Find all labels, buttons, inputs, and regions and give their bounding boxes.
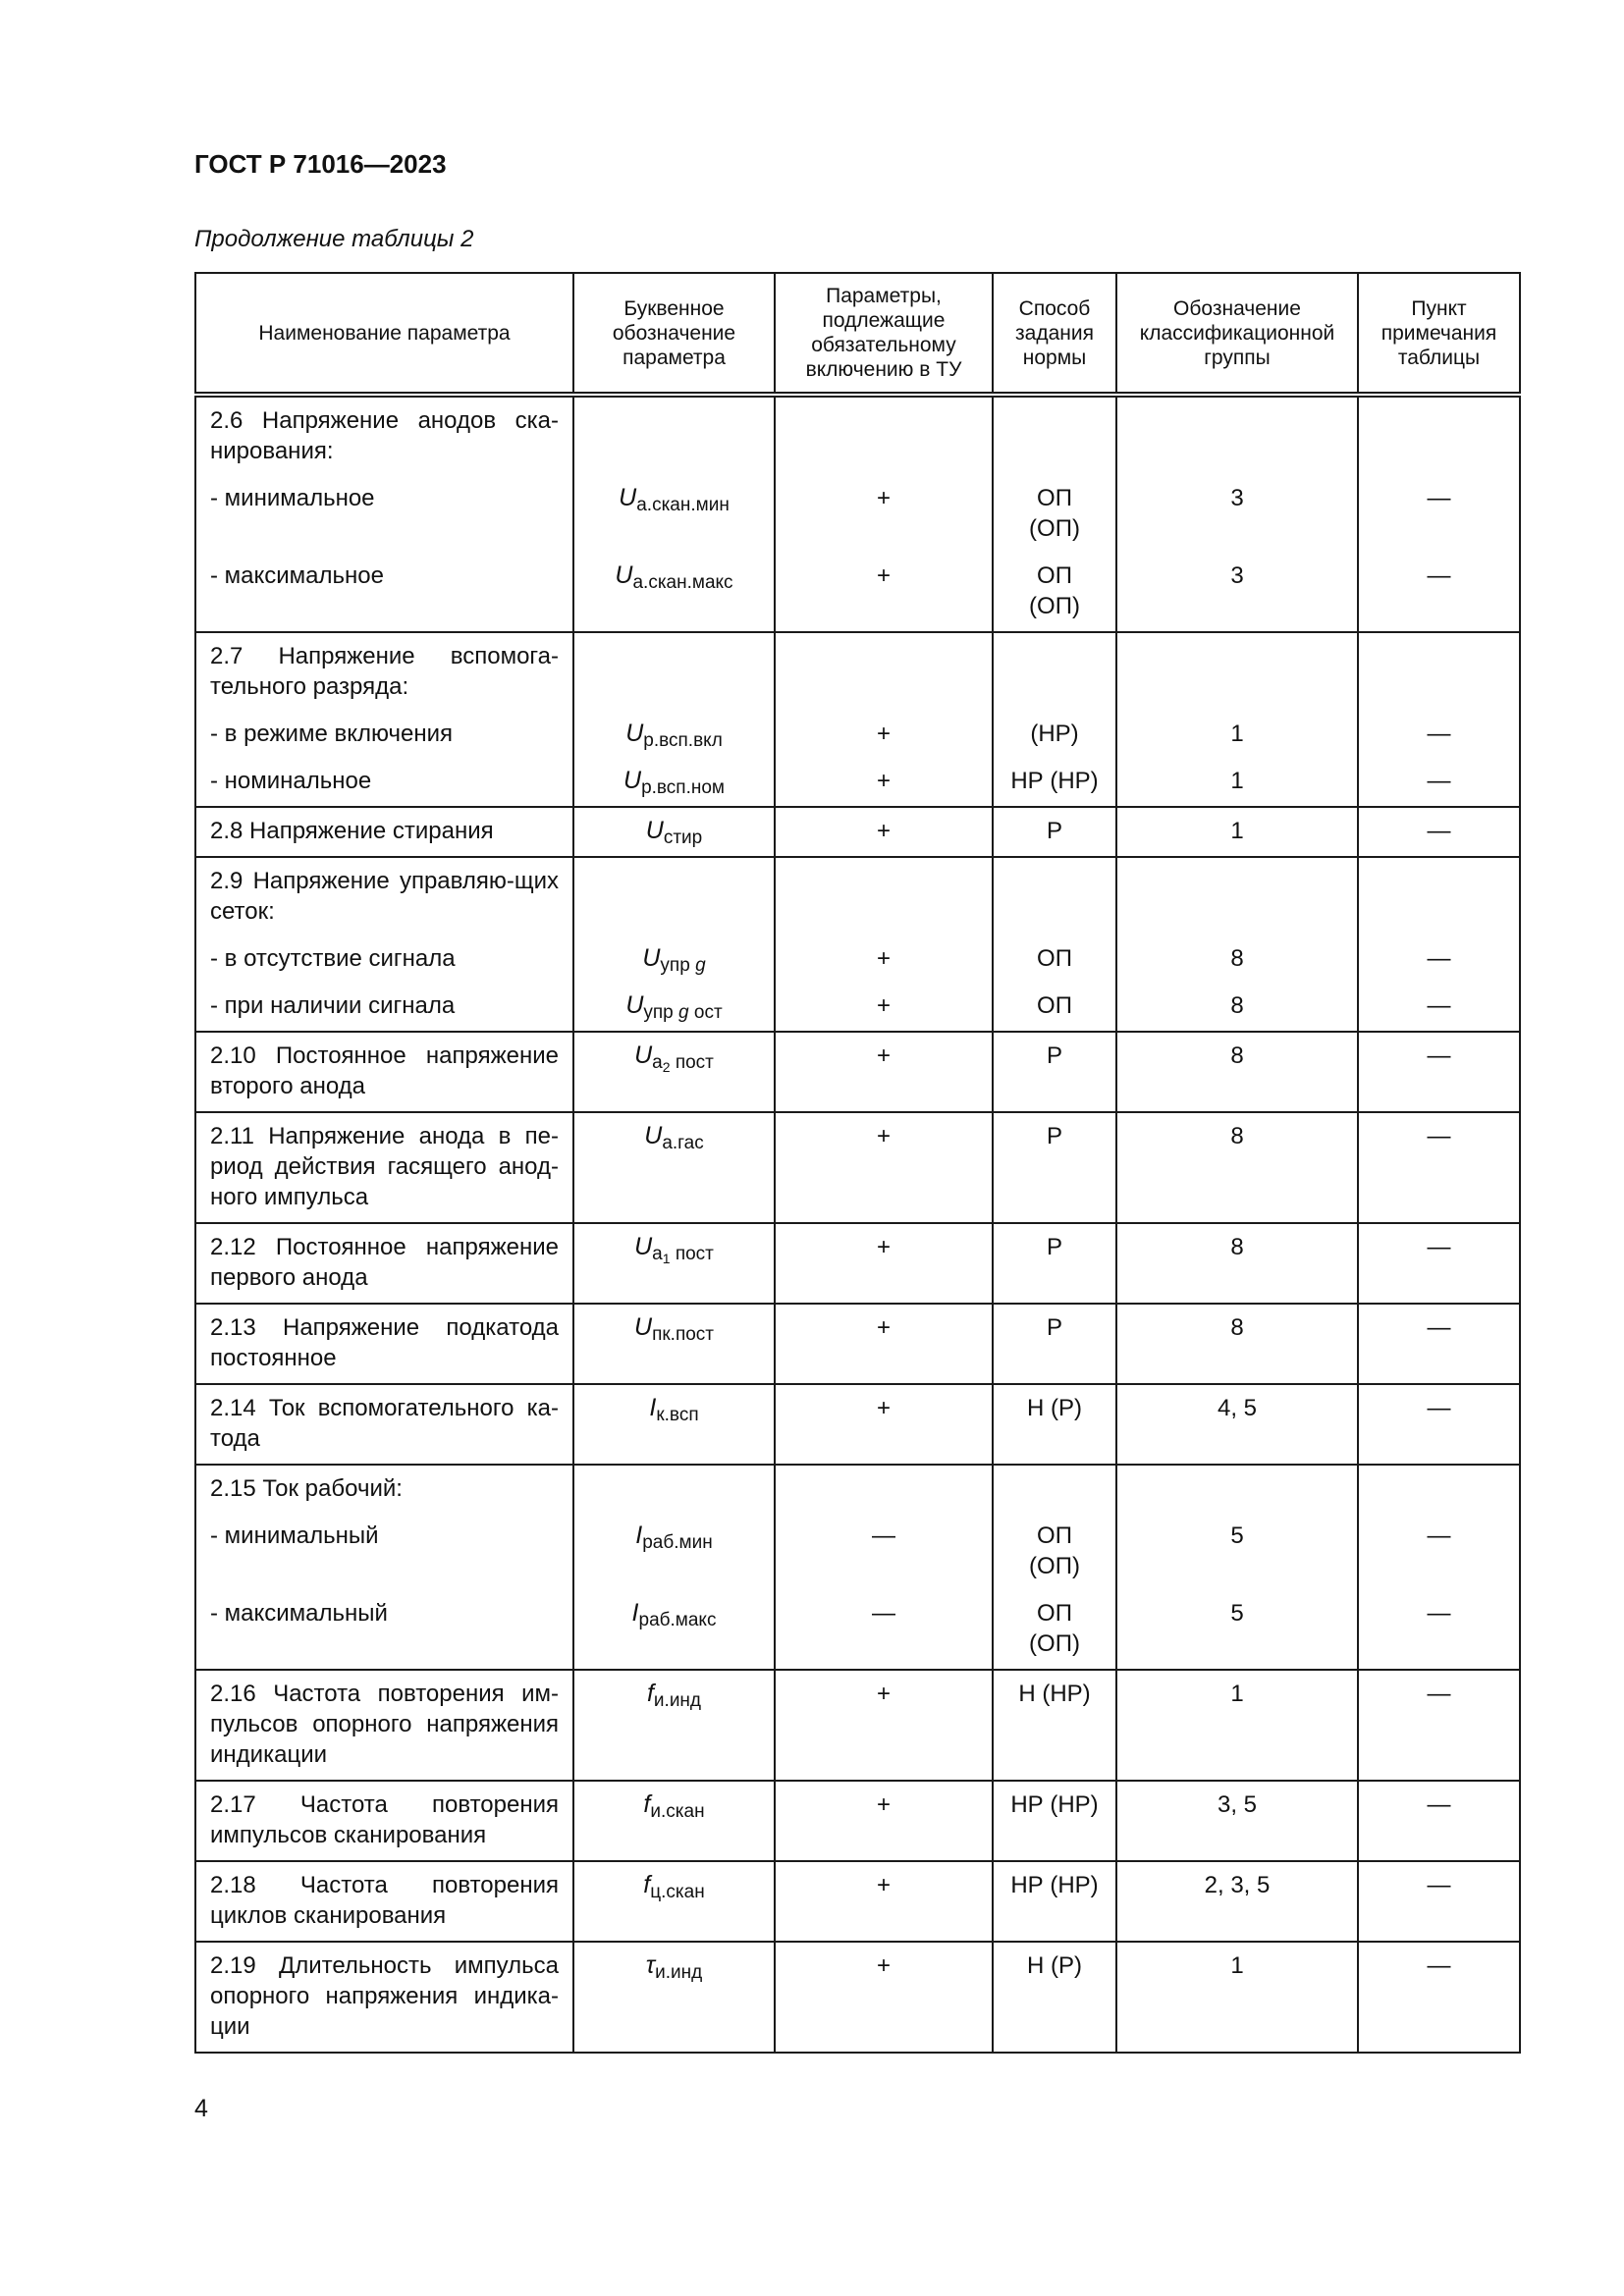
table-note-cell: [1358, 1032, 1520, 1112]
parameter-symbol-cell: [573, 1384, 775, 1465]
classification-group-cell: [1116, 1304, 1358, 1384]
norm-method: ОП: [1037, 992, 1072, 1019]
note-dash: —: [1427, 1872, 1451, 1898]
note-dash: —: [1427, 721, 1451, 747]
table-row: [195, 632, 1520, 807]
symbol-letter: U: [634, 1233, 653, 1260]
required-in-tu-cell: [775, 1781, 993, 1861]
required-mark: +: [876, 1395, 891, 1421]
column-header: Обозначение классификационной группы: [1116, 273, 1358, 395]
parameter-name-cell: [195, 857, 573, 1032]
classification-group-cell: [1116, 1670, 1358, 1781]
parameters-table: [194, 272, 1521, 2054]
subscript-text: и.скан: [650, 1801, 705, 1822]
table-row: [195, 857, 1520, 1032]
norm-method-cell: [993, 1032, 1116, 1112]
classification-group-cell: [1116, 1032, 1358, 1112]
parameter-name-cell: [195, 1304, 573, 1384]
classification-group-cell: [1116, 1223, 1358, 1304]
parameter-symbol: [574, 1041, 774, 1083]
table-header-row: [195, 273, 1520, 395]
parameter-title: 2.6 Напряжение анодов ска-нирования:: [210, 407, 559, 464]
classification-group-cell: [1116, 1942, 1358, 2053]
symbol-letter: τ: [645, 1951, 656, 1979]
classification-group-cell: [1116, 1861, 1358, 1942]
group-number: 4, 5: [1217, 1395, 1258, 1421]
parameter-symbol: [574, 990, 774, 1028]
group-number: 5: [1230, 1600, 1244, 1627]
norm-method-cell: [993, 395, 1116, 632]
norm-method-cell: [993, 1223, 1116, 1304]
parameter-name-cell: [195, 1670, 573, 1781]
symbol-subscript: [662, 1133, 703, 1153]
symbol-subscript: [643, 730, 723, 751]
norm-method: (ОП): [1029, 1553, 1080, 1579]
table-note-cell: [1358, 857, 1520, 1032]
norm-method: (ОП): [1029, 515, 1080, 542]
parameter-title: 2.19 Длительность импульса опорного напряжения индика-ции: [210, 1952, 559, 2040]
parameter-name-cell: [195, 1781, 573, 1861]
note-dash: —: [1427, 992, 1451, 1019]
subscript-text: упр: [643, 1002, 674, 1023]
parameter-symbol-cell: [573, 1861, 775, 1942]
required-mark: +: [876, 1872, 891, 1898]
table-caption: Продолжение таблицы 2: [194, 226, 474, 252]
required-mark: +: [876, 1123, 891, 1149]
norm-method: ОП: [1037, 562, 1072, 589]
parameter-name-cell: [195, 1465, 573, 1670]
parameter-symbol: [574, 1870, 774, 1907]
required-mark: +: [876, 992, 891, 1019]
note-dash: —: [1427, 1522, 1451, 1549]
norm-method-cell: [993, 1861, 1116, 1942]
required-mark: —: [872, 1600, 895, 1627]
norm-method: (НР): [1030, 721, 1079, 747]
symbol-subscript: [652, 1244, 714, 1264]
norm-method-cell: [993, 1384, 1116, 1465]
symbol-letter: U: [623, 767, 642, 794]
table-note-cell: [1358, 1223, 1520, 1304]
subscript-index: 1: [662, 1251, 671, 1266]
required-in-tu-cell: [775, 1112, 993, 1223]
parameter-title: 2.16 Частота повторения им-пульсов опорного напряжения индикации: [210, 1681, 559, 1768]
norm-method: НР (НР): [1010, 1872, 1099, 1898]
parameter-name-cell: [195, 632, 573, 807]
symbol-subscript: [636, 495, 730, 515]
parameter-symbol: [574, 1950, 774, 1988]
required-mark: +: [876, 768, 891, 794]
norm-method-cell: [993, 807, 1116, 857]
symbol-letter: U: [634, 1041, 653, 1069]
subscript-tail: пост: [675, 1052, 714, 1073]
table-note-cell: [1358, 1670, 1520, 1781]
subscript-italic: g: [678, 1002, 689, 1023]
parameter-symbol-cell: [573, 1032, 775, 1112]
group-number: 2, 3, 5: [1204, 1872, 1271, 1898]
subscript-tail: ост: [693, 1002, 723, 1023]
parameter-title: 2.7 Напряжение вспомога-тельного разряда:: [210, 643, 559, 700]
subscript-text: раб.мин: [642, 1532, 713, 1553]
group-number: 3: [1230, 485, 1244, 511]
parameter-name-cell: [195, 807, 573, 857]
parameter-symbol: [574, 483, 774, 520]
symbol-letter: U: [625, 720, 644, 747]
sub-parameter-label: - номинальное: [210, 768, 372, 794]
subscript-text: к.всп: [656, 1405, 699, 1425]
note-dash: —: [1427, 1042, 1451, 1069]
required-in-tu-cell: [775, 857, 993, 1032]
parameter-title: 2.17 Частота повторения импульсов сканирования: [210, 1791, 559, 1848]
parameter-symbol-cell: [573, 395, 775, 632]
group-number: 8: [1230, 1123, 1244, 1149]
norm-method: ОП: [1037, 945, 1072, 972]
sub-parameter-label: - в режиме включения: [210, 721, 453, 747]
required-mark: +: [876, 1234, 891, 1260]
group-number: 1: [1230, 818, 1244, 844]
norm-method: Н (Р): [1027, 1952, 1082, 1979]
parameter-symbol-cell: [573, 807, 775, 857]
sub-parameter-label: - при наличии сигнала: [210, 992, 456, 1019]
parameter-symbol: [574, 1312, 774, 1350]
table-row: [195, 807, 1520, 857]
parameter-symbol-cell: [573, 857, 775, 1032]
required-mark: +: [876, 562, 891, 589]
column-header: Пункт примечания таблицы: [1358, 273, 1520, 395]
subscript-text: упр: [660, 955, 690, 976]
norm-method-cell: [993, 1670, 1116, 1781]
norm-method: НР (НР): [1010, 1791, 1099, 1818]
parameter-symbol-cell: [573, 632, 775, 807]
note-dash: —: [1427, 1123, 1451, 1149]
symbol-subscript: [643, 1002, 722, 1023]
parameter-name-cell: [195, 1861, 573, 1942]
standard-code: ГОСТ Р 71016—2023: [194, 149, 447, 179]
symbol-subscript: [652, 1324, 714, 1345]
note-dash: —: [1427, 1681, 1451, 1707]
symbol-letter: I: [635, 1522, 643, 1549]
table-body: [195, 395, 1520, 2053]
required-mark: +: [876, 1314, 891, 1341]
subscript-text: а: [652, 1244, 663, 1264]
parameter-symbol: [574, 766, 774, 803]
required-mark: +: [876, 485, 891, 511]
note-dash: —: [1427, 1600, 1451, 1627]
parameter-symbol: [574, 1232, 774, 1274]
parameter-symbol: [574, 816, 774, 853]
subscript-text: а: [652, 1052, 663, 1073]
group-number: 8: [1230, 1042, 1244, 1069]
parameter-name-cell: [195, 1223, 573, 1304]
symbol-subscript: [641, 777, 725, 798]
group-number: 8: [1230, 1314, 1244, 1341]
required-in-tu-cell: [775, 1670, 993, 1781]
parameter-name-cell: [195, 1112, 573, 1223]
symbol-letter: U: [644, 1122, 663, 1149]
norm-method-cell: [993, 857, 1116, 1032]
required-mark: +: [876, 1952, 891, 1979]
parameter-symbol-cell: [573, 1223, 775, 1304]
norm-method: ОП: [1037, 1600, 1072, 1627]
required-in-tu-cell: [775, 1223, 993, 1304]
classification-group-cell: [1116, 1465, 1358, 1670]
table-note-cell: [1358, 1465, 1520, 1670]
parameter-symbol-cell: [573, 1304, 775, 1384]
subscript-text: а.скан.мин: [636, 495, 730, 515]
parameter-symbol-cell: [573, 1112, 775, 1223]
norm-method: НР (НР): [1010, 768, 1099, 794]
classification-group-cell: [1116, 1384, 1358, 1465]
symbol-letter: f: [643, 1871, 651, 1898]
group-number: 3, 5: [1217, 1791, 1258, 1818]
norm-method: Н (Р): [1027, 1395, 1082, 1421]
symbol-subscript: [632, 572, 732, 593]
group-number: 5: [1230, 1522, 1244, 1549]
parameter-symbol: [574, 1679, 774, 1716]
table-row: [195, 1781, 1520, 1861]
required-in-tu-cell: [775, 1465, 993, 1670]
norm-method-cell: [993, 1465, 1116, 1670]
norm-method: ОП: [1037, 1522, 1072, 1549]
parameter-symbol-cell: [573, 1465, 775, 1670]
parameter-symbol: [574, 943, 774, 981]
norm-method: (ОП): [1029, 1630, 1080, 1657]
note-dash: —: [1427, 818, 1451, 844]
parameter-symbol: [574, 1521, 774, 1558]
required-mark: +: [876, 721, 891, 747]
subscript-text: и.инд: [655, 1962, 703, 1983]
norm-method-cell: [993, 1304, 1116, 1384]
symbol-letter: I: [631, 1599, 639, 1627]
norm-method-cell: [993, 1112, 1116, 1223]
parameter-name-cell: [195, 395, 573, 632]
table-note-cell: [1358, 807, 1520, 857]
sub-parameter-label: - максимальный: [210, 1600, 388, 1627]
norm-method: Р: [1046, 818, 1062, 844]
parameter-name-cell: [195, 1032, 573, 1112]
column-header: Наименование параметра: [195, 273, 573, 395]
parameter-symbol: [574, 1121, 774, 1158]
subscript-text: пк.пост: [652, 1324, 714, 1345]
table-row: [195, 1384, 1520, 1465]
table-row: [195, 1670, 1520, 1781]
required-in-tu-cell: [775, 1032, 993, 1112]
note-dash: —: [1427, 1395, 1451, 1421]
required-in-tu-cell: [775, 395, 993, 632]
subscript-text: а.гас: [662, 1133, 704, 1153]
norm-method: Р: [1046, 1123, 1062, 1149]
subscript-text: а.скан.макс: [632, 572, 733, 593]
symbol-subscript: [650, 1801, 704, 1822]
symbol-letter: f: [643, 1790, 651, 1818]
page-number: 4: [194, 2095, 208, 2122]
required-mark: +: [876, 818, 891, 844]
note-dash: —: [1427, 945, 1451, 972]
table-row: [195, 1032, 1520, 1112]
required-in-tu-cell: [775, 1384, 993, 1465]
required-in-tu-cell: [775, 807, 993, 857]
subscript-text: р.всп.ном: [641, 777, 725, 798]
table-row: [195, 1304, 1520, 1384]
symbol-subscript: [656, 1405, 698, 1425]
symbol-letter: U: [642, 944, 661, 972]
symbol-letter: U: [625, 991, 644, 1019]
table-note-cell: [1358, 1942, 1520, 2053]
norm-method-cell: [993, 1942, 1116, 2053]
norm-method: Р: [1046, 1042, 1062, 1069]
note-dash: —: [1427, 1952, 1451, 1979]
sub-parameter-label: - минимальный: [210, 1522, 379, 1549]
parameter-symbol: [574, 1393, 774, 1430]
required-in-tu-cell: [775, 1942, 993, 2053]
parameter-symbol-cell: [573, 1670, 775, 1781]
parameter-title: 2.14 Ток вспомогательного ка-тода: [210, 1395, 559, 1452]
required-mark: +: [876, 1681, 891, 1707]
group-number: 1: [1230, 1952, 1244, 1979]
symbol-subscript: [654, 1690, 701, 1711]
note-dash: —: [1427, 1791, 1451, 1818]
symbol-letter: U: [634, 1313, 653, 1341]
symbol-subscript: [639, 1610, 717, 1630]
parameter-title: 2.9 Напряжение управляю-щих сеток:: [210, 868, 559, 925]
norm-method-cell: [993, 632, 1116, 807]
symbol-subscript: [650, 1882, 704, 1902]
group-number: 1: [1230, 1681, 1244, 1707]
parameter-title: 2.10 Постоянное напряжение второго анода: [210, 1042, 559, 1099]
parameter-title: 2.13 Напряжение подкатода постоянное: [210, 1314, 559, 1371]
symbol-subscript: [642, 1532, 712, 1553]
subscript-tail: пост: [675, 1244, 714, 1264]
classification-group-cell: [1116, 1112, 1358, 1223]
note-dash: —: [1427, 485, 1451, 511]
symbol-letter: I: [649, 1394, 657, 1421]
classification-group-cell: [1116, 807, 1358, 857]
table-row: [195, 1465, 1520, 1670]
required-mark: +: [876, 1042, 891, 1069]
symbol-subscript: [660, 955, 705, 976]
column-header: Параметры, подлежащие обязательному включению в ТУ: [775, 273, 993, 395]
subscript-text: ц.скан: [650, 1882, 705, 1902]
parameter-name-cell: [195, 1384, 573, 1465]
group-number: 1: [1230, 721, 1244, 747]
subscript-italic: g: [695, 955, 706, 976]
parameter-symbol: [574, 1789, 774, 1827]
table-note-cell: [1358, 395, 1520, 632]
norm-method: Н (НР): [1018, 1681, 1091, 1707]
required-mark: +: [876, 1791, 891, 1818]
sub-parameter-label: - минимальное: [210, 485, 375, 511]
column-header: Способ задания нормы: [993, 273, 1116, 395]
symbol-letter: U: [645, 817, 664, 844]
table-note-cell: [1358, 1861, 1520, 1942]
required-in-tu-cell: [775, 632, 993, 807]
note-dash: —: [1427, 1314, 1451, 1341]
parameter-title: 2.11 Напряжение анода в пе-риод действия гасящего анод-ного импульса: [210, 1123, 559, 1210]
classification-group-cell: [1116, 632, 1358, 807]
group-number: 8: [1230, 992, 1244, 1019]
parameter-title: 2.15 Ток рабочий:: [210, 1475, 403, 1502]
classification-group-cell: [1116, 395, 1358, 632]
parameter-title: 2.12 Постоянное напряжение первого анода: [210, 1234, 559, 1291]
parameter-title: 2.18 Частота повторения циклов сканирования: [210, 1872, 559, 1929]
group-number: 3: [1230, 562, 1244, 589]
norm-method: Р: [1046, 1314, 1062, 1341]
parameter-symbol: [574, 719, 774, 756]
subscript-index: 2: [662, 1059, 671, 1075]
group-number: 1: [1230, 768, 1244, 794]
sub-parameter-label: - максимальное: [210, 562, 384, 589]
table-note-cell: [1358, 632, 1520, 807]
table-note-cell: [1358, 1112, 1520, 1223]
table-row: [195, 1112, 1520, 1223]
classification-group-cell: [1116, 857, 1358, 1032]
required-in-tu-cell: [775, 1304, 993, 1384]
norm-method: (ОП): [1029, 593, 1080, 619]
parameter-symbol: [574, 1598, 774, 1635]
required-in-tu-cell: [775, 1861, 993, 1942]
symbol-letter: U: [615, 561, 633, 589]
parameter-title: 2.8 Напряжение стирания: [210, 818, 494, 844]
subscript-text: стир: [663, 828, 703, 848]
table-row: [195, 1223, 1520, 1304]
symbol-subscript: [655, 1962, 702, 1983]
required-mark: —: [872, 1522, 895, 1549]
note-dash: —: [1427, 562, 1451, 589]
required-mark: +: [876, 945, 891, 972]
symbol-subscript: [652, 1052, 714, 1073]
subscript-text: раб.макс: [638, 1610, 717, 1630]
classification-group-cell: [1116, 1781, 1358, 1861]
parameter-symbol-cell: [573, 1942, 775, 2053]
group-number: 8: [1230, 1234, 1244, 1260]
symbol-subscript: [664, 828, 702, 848]
table-note-cell: [1358, 1781, 1520, 1861]
table-note-cell: [1358, 1384, 1520, 1465]
sub-parameter-label: - в отсутствие сигнала: [210, 945, 456, 972]
note-dash: —: [1427, 768, 1451, 794]
subscript-text: и.инд: [653, 1690, 702, 1711]
parameter-symbol: [574, 561, 774, 598]
group-number: 8: [1230, 945, 1244, 972]
subscript-text: р.всп.вкл: [643, 730, 723, 751]
table-note-cell: [1358, 1304, 1520, 1384]
table-row: [195, 1942, 1520, 2053]
column-header: Буквенное обозначение параметра: [573, 273, 775, 395]
note-dash: —: [1427, 1234, 1451, 1260]
symbol-letter: U: [619, 484, 637, 511]
parameter-name-cell: [195, 1942, 573, 2053]
table-row: [195, 395, 1520, 632]
table-row: [195, 1861, 1520, 1942]
symbol-letter: f: [646, 1680, 654, 1707]
parameter-symbol-cell: [573, 1781, 775, 1861]
norm-method: Р: [1046, 1234, 1062, 1260]
norm-method-cell: [993, 1781, 1116, 1861]
norm-method: ОП: [1037, 485, 1072, 511]
